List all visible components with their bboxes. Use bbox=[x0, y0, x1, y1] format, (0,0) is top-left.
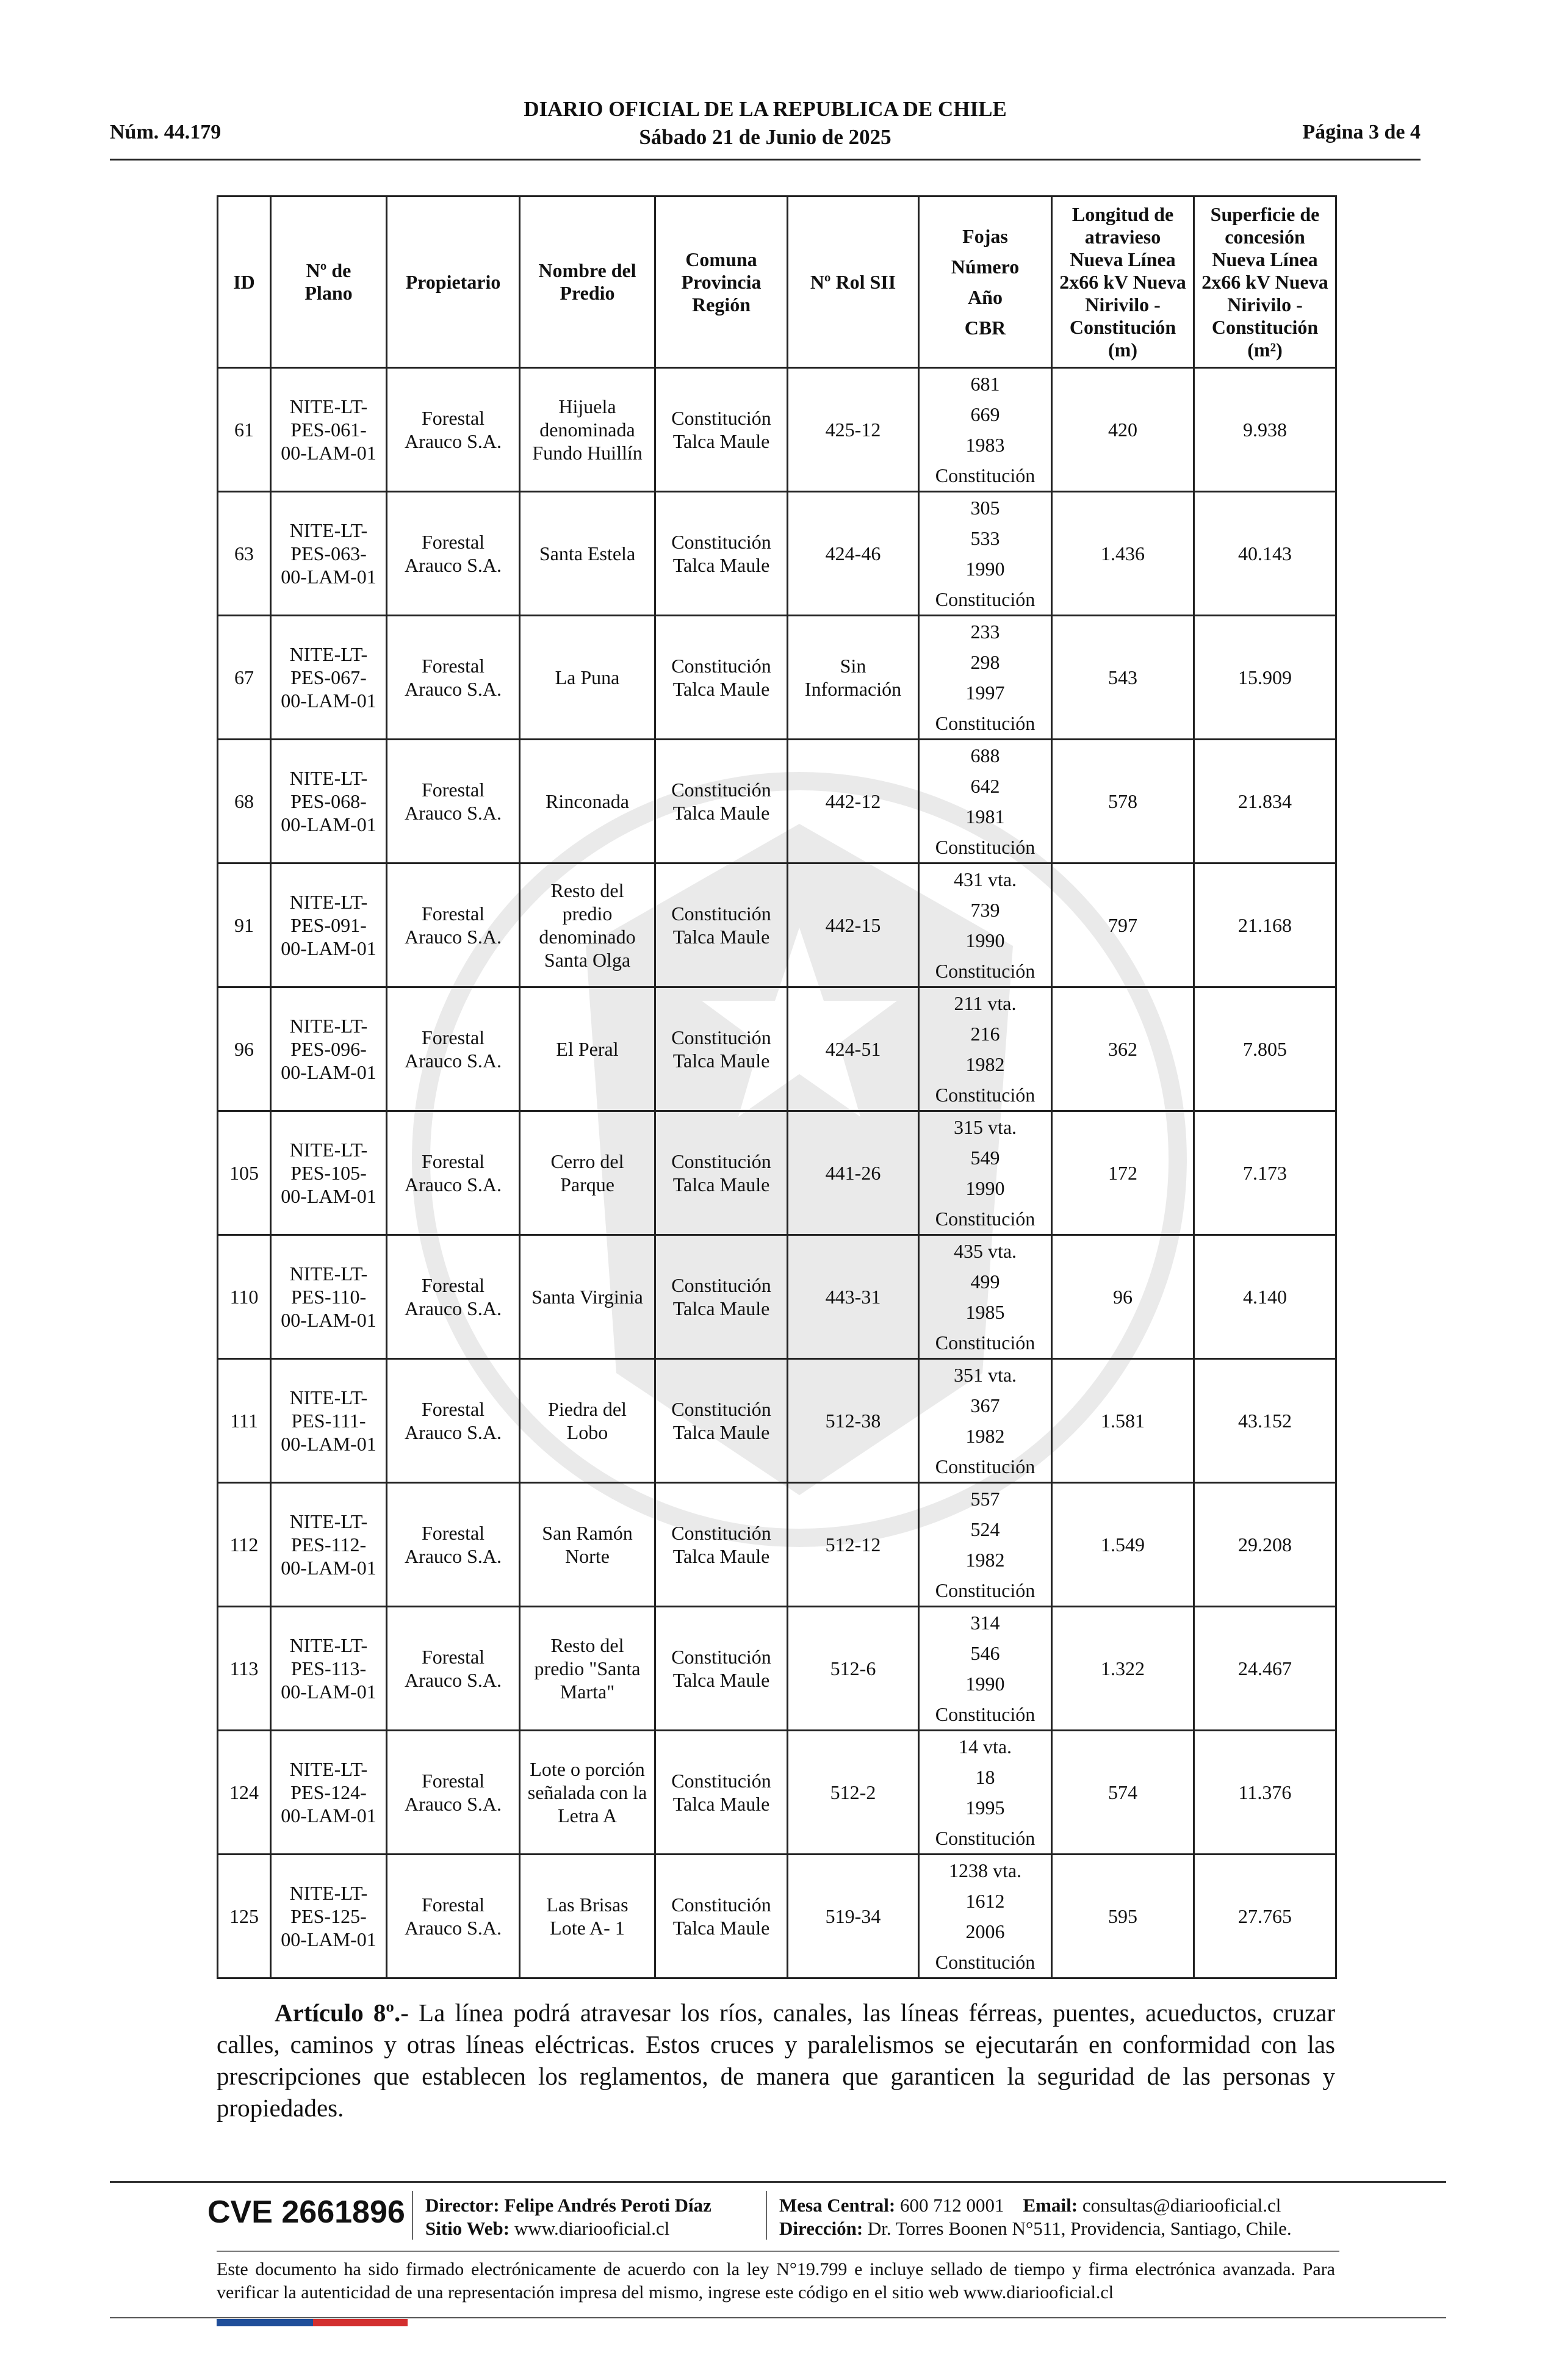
cell-id: 111 bbox=[218, 1359, 271, 1483]
cell-propietario: Forestal Arauco S.A. bbox=[387, 1483, 520, 1607]
cell-superficie: 29.208 bbox=[1194, 1483, 1336, 1607]
cell-id: 112 bbox=[218, 1483, 271, 1607]
cell-rol: 424-46 bbox=[788, 492, 919, 616]
cell-fojas: 688 642 1981 Constitución bbox=[919, 740, 1052, 864]
article-label: Artículo 8º.- bbox=[275, 1999, 409, 2027]
page-number: Página 3 de 4 bbox=[1302, 121, 1421, 143]
cell-comuna: Constitución Talca Maule bbox=[655, 368, 788, 492]
cell-longitud: 574 bbox=[1052, 1731, 1194, 1855]
cell-plano: NITE-LT- PES-124- 00-LAM-01 bbox=[271, 1731, 387, 1855]
cell-longitud: 595 bbox=[1052, 1855, 1194, 1978]
cell-plano: NITE-LT- PES-061- 00-LAM-01 bbox=[271, 368, 387, 492]
website-link[interactable]: www.diariooficial.cl bbox=[514, 2218, 670, 2239]
cell-id: 110 bbox=[218, 1235, 271, 1359]
cell-longitud: 172 bbox=[1052, 1111, 1194, 1235]
legal-notice: Este documento ha sido firmado electrónicamente de acuerdo con la ley N°19.799 e incluye sellado de tiempo y firma electrónica avanzada. Para verificar la autenticidad de una representación impresa del mismo, ingrese este código en el sitio web www.diariooficial.cl bbox=[217, 2259, 1335, 2302]
header-rol: Nº Rol SII bbox=[788, 197, 919, 368]
cell-comuna: Constitución Talca Maule bbox=[655, 740, 788, 864]
table-row bbox=[218, 1359, 1336, 1483]
cell-id: 113 bbox=[218, 1607, 271, 1731]
table-row bbox=[218, 1855, 1336, 1978]
cell-propietario: Forestal Arauco S.A. bbox=[387, 1359, 520, 1483]
cell-rol: 512-6 bbox=[788, 1607, 919, 1731]
cell-longitud: 1.322 bbox=[1052, 1607, 1194, 1731]
cell-propietario: Forestal Arauco S.A. bbox=[387, 1855, 520, 1978]
cell-id: 63 bbox=[218, 492, 271, 616]
header-title-block bbox=[110, 95, 1421, 151]
cell-longitud: 543 bbox=[1052, 616, 1194, 740]
cell-predio: Santa Estela bbox=[520, 492, 655, 616]
publication-title: DIARIO OFICIAL DE LA REPUBLICA DE CHILE bbox=[524, 97, 1007, 121]
cell-plano: NITE-LT- PES-063- 00-LAM-01 bbox=[271, 492, 387, 616]
phone-number: 600 712 0001 bbox=[900, 2194, 1004, 2216]
cell-propietario: Forestal Arauco S.A. bbox=[387, 492, 520, 616]
cell-propietario: Forestal Arauco S.A. bbox=[387, 368, 520, 492]
cell-rol: 512-2 bbox=[788, 1731, 919, 1855]
issue-number: Núm. 44.179 bbox=[110, 121, 222, 143]
address: Dr. Torres Boonen N°511, Providencia, Santiago, Chile. bbox=[867, 2218, 1292, 2239]
footer-separator bbox=[766, 2191, 767, 2240]
cell-plano: NITE-LT- PES-113- 00-LAM-01 bbox=[271, 1607, 387, 1731]
table-row bbox=[218, 740, 1336, 864]
cell-rol: Sin Información bbox=[788, 616, 919, 740]
table-row bbox=[218, 1607, 1336, 1731]
cell-comuna: Constitución Talca Maule bbox=[655, 1483, 788, 1607]
cell-longitud: 1.436 bbox=[1052, 492, 1194, 616]
header-id: ID bbox=[218, 197, 271, 368]
cell-superficie: 7.173 bbox=[1194, 1111, 1336, 1235]
cell-propietario: Forestal Arauco S.A. bbox=[387, 1235, 520, 1359]
cell-longitud: 362 bbox=[1052, 987, 1194, 1111]
cell-propietario: Forestal Arauco S.A. bbox=[387, 1607, 520, 1731]
article-text: La línea podrá atravesar los ríos, canales, las líneas férreas, puentes, acueductos, cruzar calles, caminos y otras líneas eléctricas. Estos cruces y paralelismos se ejecutarán en conformidad con las prescripciones que establecen los reglamentos, de manera que garanticen la seguridad de las personas y propiedades. bbox=[217, 1999, 1335, 2122]
cell-rol: 424-51 bbox=[788, 987, 919, 1111]
cell-predio: Santa Virginia bbox=[520, 1235, 655, 1359]
publication-date: Sábado 21 de Junio de 2025 bbox=[639, 125, 891, 149]
cell-predio: Lote o porción señalada con la Letra A bbox=[520, 1731, 655, 1855]
table-row bbox=[218, 616, 1336, 740]
table-row bbox=[218, 987, 1336, 1111]
cell-superficie: 11.376 bbox=[1194, 1731, 1336, 1855]
cell-propietario: Forestal Arauco S.A. bbox=[387, 987, 520, 1111]
header-comuna: Comuna Provincia Región bbox=[655, 197, 788, 368]
cell-predio: La Puna bbox=[520, 616, 655, 740]
cell-fojas: 315 vta. 549 1990 Constitución bbox=[919, 1111, 1052, 1235]
cell-superficie: 7.805 bbox=[1194, 987, 1336, 1111]
cell-fojas: 314 546 1990 Constitución bbox=[919, 1607, 1052, 1731]
cell-rol: 442-15 bbox=[788, 864, 919, 987]
cell-plano: NITE-LT- PES-125- 00-LAM-01 bbox=[271, 1855, 387, 1978]
cell-superficie: 40.143 bbox=[1194, 492, 1336, 616]
flag-stripe-red bbox=[313, 2319, 408, 2326]
cell-plano: NITE-LT- PES-110- 00-LAM-01 bbox=[271, 1235, 387, 1359]
cell-id: 61 bbox=[218, 368, 271, 492]
cell-fojas: 681 669 1983 Constitución bbox=[919, 368, 1052, 492]
cell-fojas: 1238 vta. 1612 2006 Constitución bbox=[919, 1855, 1052, 1978]
cell-superficie: 27.765 bbox=[1194, 1855, 1336, 1978]
cell-rol: 512-38 bbox=[788, 1359, 919, 1483]
cell-fojas: 431 vta. 739 1990 Constitución bbox=[919, 864, 1052, 987]
table-row bbox=[218, 492, 1336, 616]
cell-predio: Rinconada bbox=[520, 740, 655, 864]
cell-rol: 442-12 bbox=[788, 740, 919, 864]
cell-fojas: 233 298 1997 Constitución bbox=[919, 616, 1052, 740]
cve-code: CVE 2661896 bbox=[207, 2194, 405, 2230]
director-block: Director: Felipe Andrés Peroti Díaz Sitio Web: www.diariooficial.cl bbox=[425, 2194, 711, 2239]
cell-superficie: 24.467 bbox=[1194, 1607, 1336, 1731]
cell-id: 125 bbox=[218, 1855, 271, 1978]
flag-stripe-blue bbox=[217, 2319, 313, 2326]
cell-comuna: Constitución Talca Maule bbox=[655, 1235, 788, 1359]
cell-longitud: 1.581 bbox=[1052, 1359, 1194, 1483]
cell-predio: El Peral bbox=[520, 987, 655, 1111]
cell-rol: 512-12 bbox=[788, 1483, 919, 1607]
cell-superficie: 21.168 bbox=[1194, 864, 1336, 987]
cell-superficie: 43.152 bbox=[1194, 1359, 1336, 1483]
table-row bbox=[218, 1483, 1336, 1607]
cell-comuna: Constitución Talca Maule bbox=[655, 492, 788, 616]
cell-id: 105 bbox=[218, 1111, 271, 1235]
email-link[interactable]: consultas@diariooficial.cl bbox=[1082, 2194, 1281, 2216]
cell-plano: NITE-LT- PES-105- 00-LAM-01 bbox=[271, 1111, 387, 1235]
cell-superficie: 21.834 bbox=[1194, 740, 1336, 864]
article-8 bbox=[217, 1997, 1335, 2124]
table-header-row bbox=[218, 197, 1336, 368]
cell-propietario: Forestal Arauco S.A. bbox=[387, 1731, 520, 1855]
cell-longitud: 1.549 bbox=[1052, 1483, 1194, 1607]
cell-rol: 519-34 bbox=[788, 1855, 919, 1978]
cell-predio: Cerro del Parque bbox=[520, 1111, 655, 1235]
table-row bbox=[218, 1235, 1336, 1359]
cell-predio: Resto del predio denominado Santa Olga bbox=[520, 864, 655, 987]
cell-propietario: Forestal Arauco S.A. bbox=[387, 864, 520, 987]
cell-predio: San Ramón Norte bbox=[520, 1483, 655, 1607]
cell-plano: NITE-LT- PES-091- 00-LAM-01 bbox=[271, 864, 387, 987]
cell-superficie: 15.909 bbox=[1194, 616, 1336, 740]
property-table bbox=[217, 195, 1337, 1979]
cell-fojas: 351 vta. 367 1982 Constitución bbox=[919, 1359, 1052, 1483]
page-header bbox=[110, 92, 1421, 160]
cell-superficie: 4.140 bbox=[1194, 1235, 1336, 1359]
cell-id: 68 bbox=[218, 740, 271, 864]
cell-propietario: Forestal Arauco S.A. bbox=[387, 740, 520, 864]
cell-propietario: Forestal Arauco S.A. bbox=[387, 616, 520, 740]
cell-id: 67 bbox=[218, 616, 271, 740]
header-superficie: Superficie de concesión Nueva Línea 2x66 kV Nueva Nirivilo - Constitución (m²) bbox=[1194, 197, 1336, 368]
cell-longitud: 578 bbox=[1052, 740, 1194, 864]
footer-separator bbox=[412, 2191, 413, 2240]
table-row bbox=[218, 864, 1336, 987]
header-propietario: Propietario bbox=[387, 197, 520, 368]
cell-comuna: Constitución Talca Maule bbox=[655, 987, 788, 1111]
bottom-divider bbox=[110, 2317, 1446, 2318]
table-body bbox=[218, 368, 1336, 1978]
footer-divider bbox=[110, 2181, 1446, 2183]
cell-longitud: 420 bbox=[1052, 368, 1194, 492]
cell-fojas: 305 533 1990 Constitución bbox=[919, 492, 1052, 616]
cell-id: 124 bbox=[218, 1731, 271, 1855]
cell-plano: NITE-LT- PES-067- 00-LAM-01 bbox=[271, 616, 387, 740]
cell-superficie: 9.938 bbox=[1194, 368, 1336, 492]
director-name: Felipe Andrés Peroti Díaz bbox=[504, 2194, 711, 2216]
header-longitud: Longitud de atravieso Nueva Línea 2x66 kV Nueva Nirivilo - Constitución (m) bbox=[1052, 197, 1194, 368]
cell-longitud: 96 bbox=[1052, 1235, 1194, 1359]
cell-predio: Resto del predio "Santa Marta" bbox=[520, 1607, 655, 1731]
cell-fojas: 211 vta. 216 1982 Constitución bbox=[919, 987, 1052, 1111]
cell-propietario: Forestal Arauco S.A. bbox=[387, 1111, 520, 1235]
cell-rol: 425-12 bbox=[788, 368, 919, 492]
contact-block: Mesa Central: 600 712 0001 Email: consultas@diariooficial.cl Dirección: Dr. Torres Boonen N°511, Providencia, Santiago, Chile. bbox=[779, 2194, 1292, 2239]
cell-plano: NITE-LT- PES-111- 00-LAM-01 bbox=[271, 1359, 387, 1483]
cell-fojas: 435 vta. 499 1985 Constitución bbox=[919, 1235, 1052, 1359]
cell-comuna: Constitución Talca Maule bbox=[655, 1607, 788, 1731]
table-row bbox=[218, 368, 1336, 492]
cell-fojas: 557 524 1982 Constitución bbox=[919, 1483, 1052, 1607]
cell-id: 96 bbox=[218, 987, 271, 1111]
header-fojas: Fojas Número Año CBR bbox=[919, 197, 1052, 368]
cell-plano: NITE-LT- PES-112- 00-LAM-01 bbox=[271, 1483, 387, 1607]
cell-fojas: 14 vta. 18 1995 Constitución bbox=[919, 1731, 1052, 1855]
cell-comuna: Constitución Talca Maule bbox=[655, 1111, 788, 1235]
cell-comuna: Constitución Talca Maule bbox=[655, 1359, 788, 1483]
legal-divider bbox=[217, 2251, 1339, 2252]
cell-predio: Piedra del Lobo bbox=[520, 1359, 655, 1483]
cell-rol: 443-31 bbox=[788, 1235, 919, 1359]
table-row bbox=[218, 1731, 1336, 1855]
cell-comuna: Constitución Talca Maule bbox=[655, 1855, 788, 1978]
cell-rol: 441-26 bbox=[788, 1111, 919, 1235]
cell-comuna: Constitución Talca Maule bbox=[655, 1731, 788, 1855]
cell-plano: NITE-LT- PES-068- 00-LAM-01 bbox=[271, 740, 387, 864]
cell-plano: NITE-LT- PES-096- 00-LAM-01 bbox=[271, 987, 387, 1111]
cell-predio: Hijuela denominada Fundo Huillín bbox=[520, 368, 655, 492]
table-row bbox=[218, 1111, 1336, 1235]
cell-comuna: Constitución Talca Maule bbox=[655, 616, 788, 740]
cell-longitud: 797 bbox=[1052, 864, 1194, 987]
cell-predio: Las Brisas Lote A- 1 bbox=[520, 1855, 655, 1978]
header-predio: Nombre del Predio bbox=[520, 197, 655, 368]
cell-id: 91 bbox=[218, 864, 271, 987]
header-plano: Nº de Plano bbox=[271, 197, 387, 368]
cell-comuna: Constitución Talca Maule bbox=[655, 864, 788, 987]
